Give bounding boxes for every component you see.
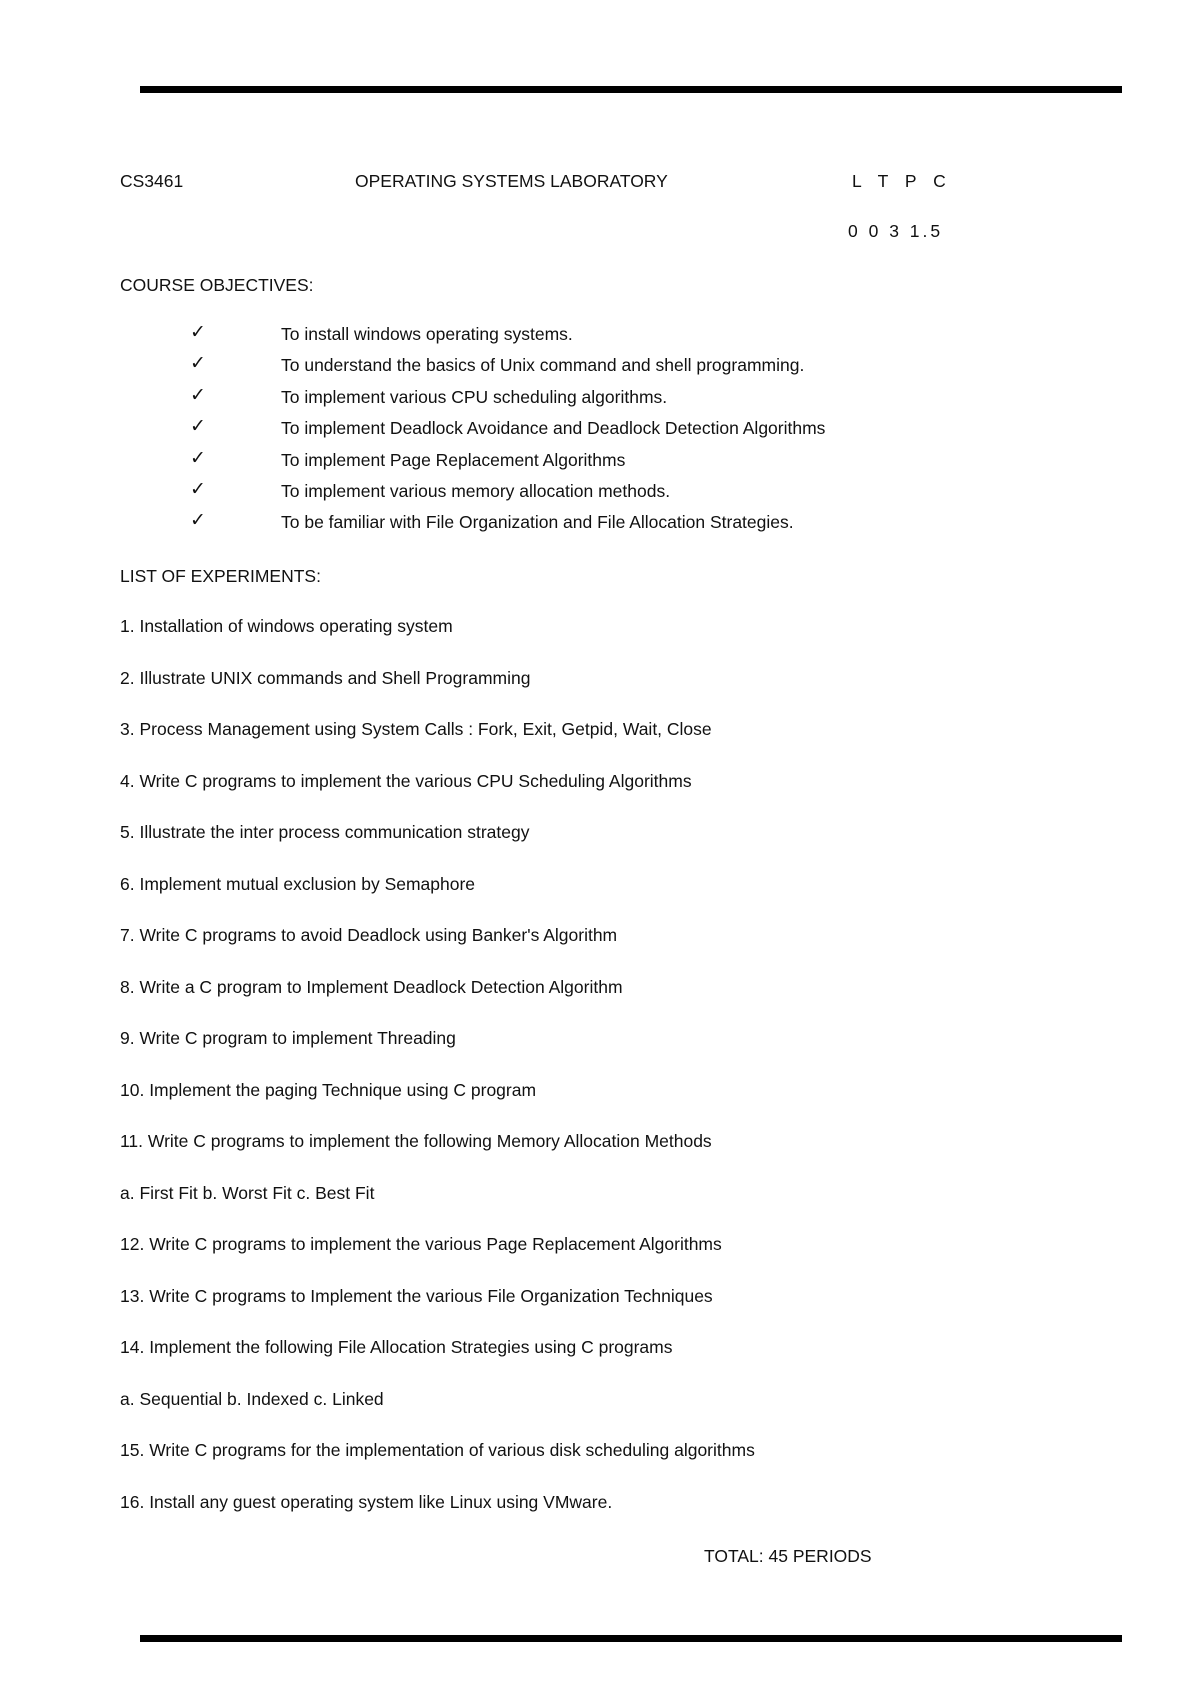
course-code: CS3461 (120, 171, 184, 191)
experiment-item: 13. Write C programs to Implement the various File Organization Techniques (120, 1285, 713, 1306)
checkmark-icon: ✓ (190, 477, 206, 500)
experiment-item: 16. Install any guest operating system like Linux using VMware. (120, 1491, 613, 1512)
experiment-item: 14. Implement the following File Allocation Strategies using C programs (120, 1337, 673, 1357)
experiment-item: 10. Implement the paging Technique using C program (120, 1079, 537, 1100)
experiment-item: 6. Implement mutual exclusion by Semaphore (120, 873, 476, 894)
experiment-item: 15. Write C programs for the implementation of various disk scheduling algorithms (120, 1440, 755, 1460)
experiment-item: 11. Write C programs to implement the following Memory Allocation Methods (120, 1131, 712, 1151)
experiment-item: 3. Process Management using System Calls : Fork, Exit, Getpid, Wait, Close (120, 719, 712, 739)
ltpc-credits: 0 0 3 1.5 (848, 221, 944, 241)
checkmark-icon: ✓ (190, 446, 206, 469)
top-rule (140, 86, 1122, 93)
experiment-subitem: a. First Fit b. Worst Fit c. Best Fit (120, 1182, 375, 1203)
checkmark-icon: ✓ (190, 352, 206, 375)
checkmark-icon: ✓ (190, 321, 206, 343)
bottom-rule (140, 1635, 1122, 1642)
experiment-subitem: a. Sequential b. Indexed c. Linked (120, 1388, 384, 1409)
checkmark-icon: ✓ (190, 415, 206, 438)
experiment-item: 5. Illustrate the inter process communication strategy (120, 822, 530, 842)
total-periods: TOTAL: 45 PERIODS (704, 1546, 872, 1566)
experiments-heading: LIST OF EXPERIMENTS: (120, 566, 321, 586)
experiment-item: 9. Write C program to implement Threading (120, 1028, 456, 1048)
experiment-item: 4. Write C programs to implement the various CPU Scheduling Algorithms (120, 770, 692, 791)
checkmark-icon: ✓ (190, 509, 206, 532)
course-title: OPERATING SYSTEMS LABORATORY (355, 171, 668, 191)
checkmark-icon: ✓ (190, 383, 206, 406)
objectives-heading: COURSE OBJECTIVES: (120, 275, 314, 295)
experiment-item: 7. Write C programs to avoid Deadlock using Banker's Algorithm (120, 925, 618, 945)
experiment-item: 1. Installation of windows operating system (120, 616, 453, 636)
ltpc-label: L T P C (852, 171, 952, 191)
experiment-item: 2. Illustrate UNIX commands and Shell Programming (120, 667, 531, 688)
experiments-list (120, 615, 755, 1542)
experiment-item: 8. Write a C program to Implement Deadlock Detection Algorithm (120, 976, 623, 997)
experiment-item: 12. Write C programs to implement the various Page Replacement Algorithms (120, 1234, 722, 1254)
